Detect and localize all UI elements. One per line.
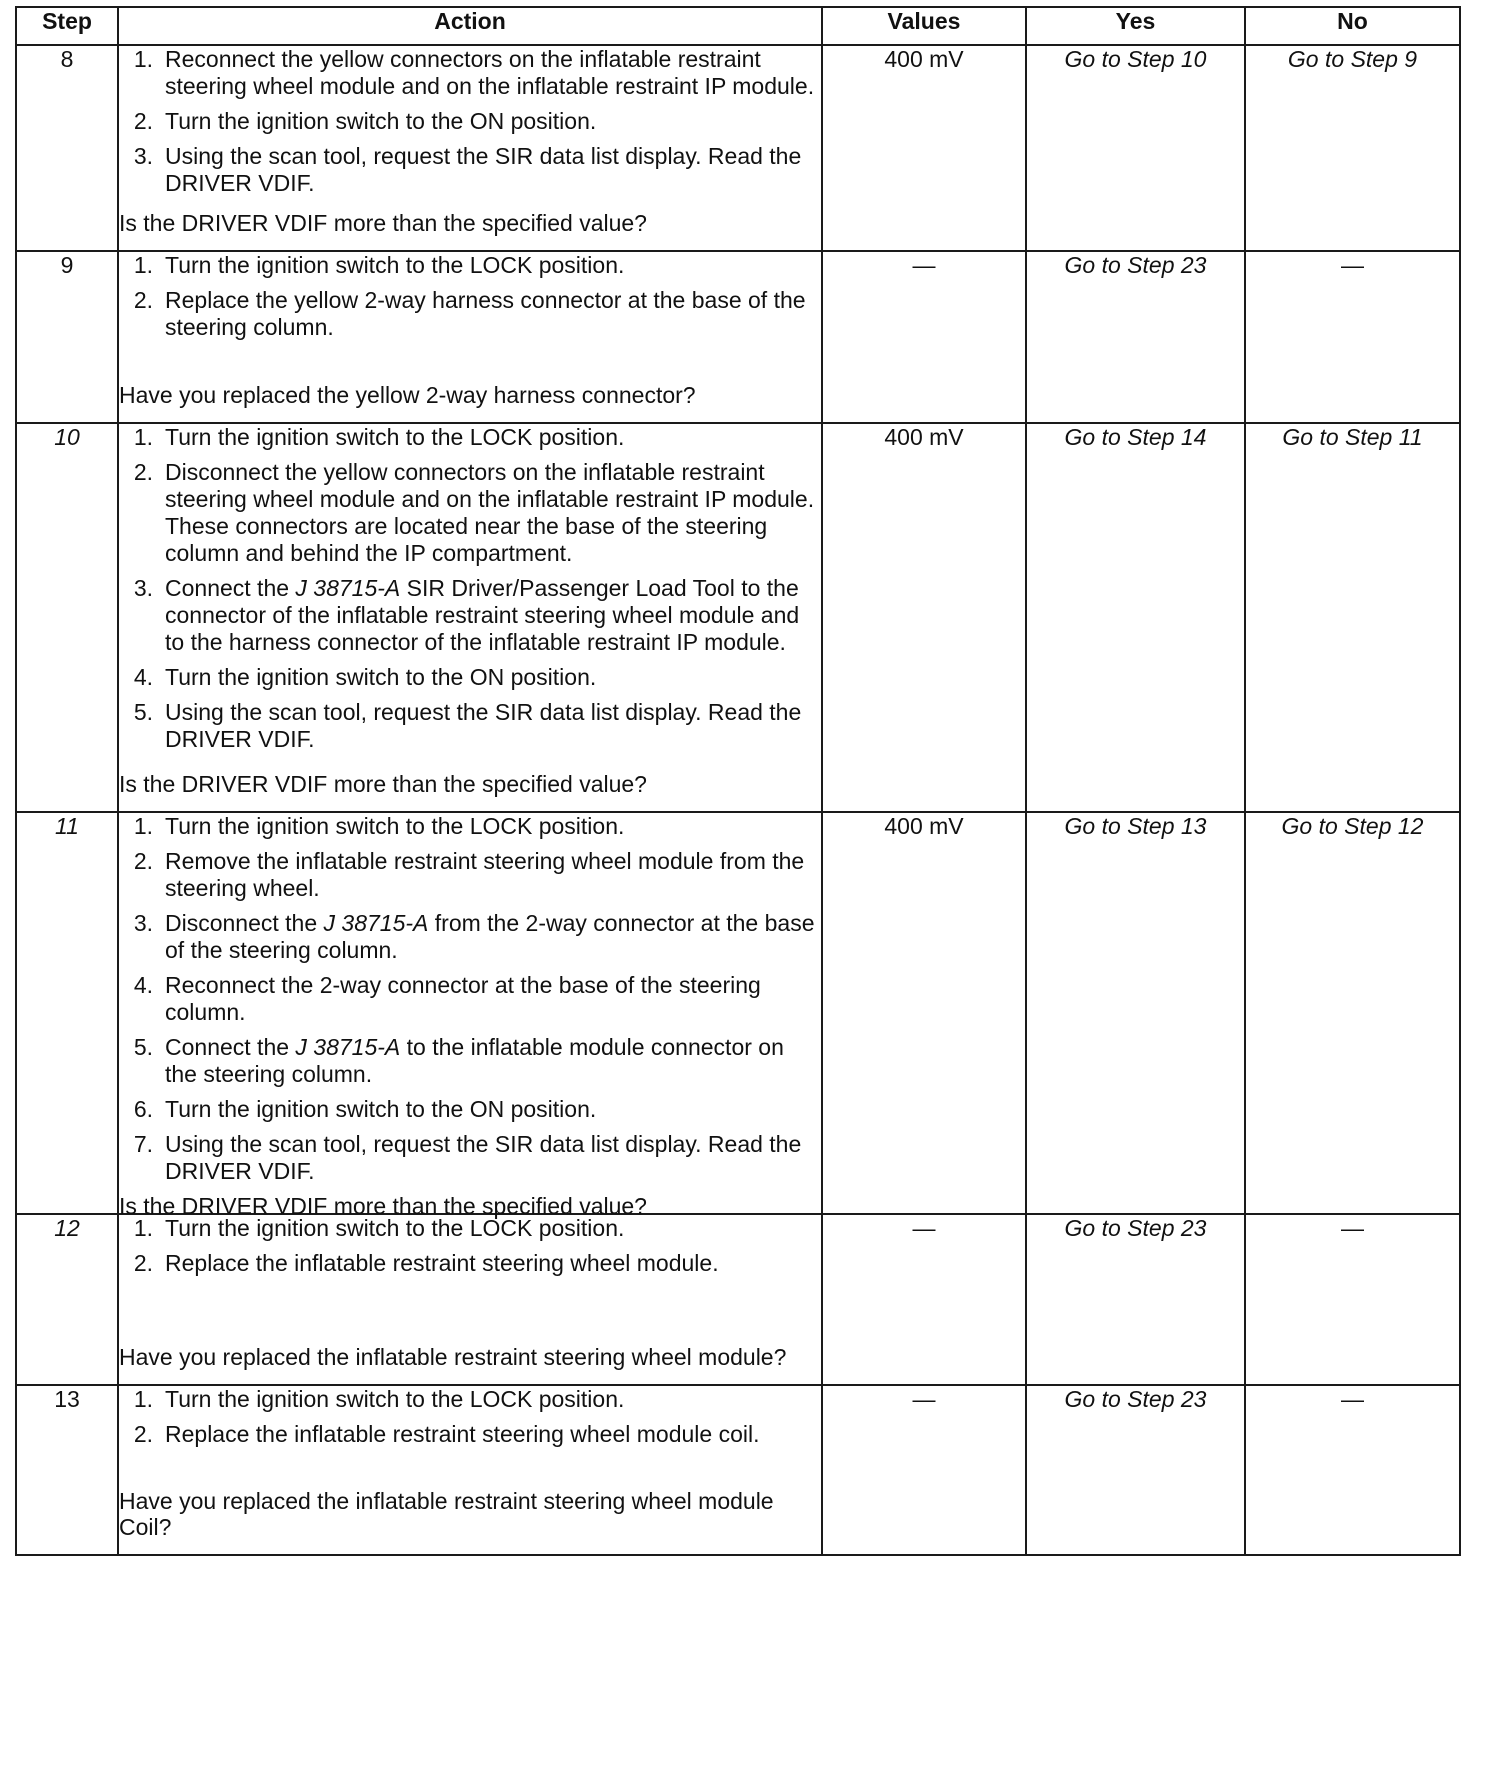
header-yes: Yes <box>1026 7 1245 45</box>
list-item <box>119 1421 821 1448</box>
list-item-text <box>165 575 821 656</box>
header-action: Action <box>118 7 822 45</box>
list-item <box>119 143 821 197</box>
text-segment: Connect the <box>165 1034 296 1060</box>
list-item-text: Replace the inflatable restraint steering wheel module. <box>165 1250 719 1276</box>
yes-result: Go to Step 10 <box>1026 45 1245 251</box>
decision-question: Is the DRIVER VDIF more than the specified value? <box>119 771 647 797</box>
list-item-text: Turn the ignition switch to the LOCK position. <box>165 424 625 450</box>
list-item <box>119 848 821 902</box>
table-row <box>16 812 1460 1214</box>
no-result: — <box>1245 1385 1460 1555</box>
step-number: 10 <box>16 423 118 812</box>
decision-question: Have you replaced the inflatable restraint steering wheel module Coil? <box>119 1488 774 1540</box>
list-item-number: 2. <box>133 1250 153 1276</box>
list-item-number: 5. <box>133 699 153 725</box>
list-item-text: Remove the inflatable restraint steering wheel module from the steering wheel. <box>165 848 805 901</box>
specified-value: 400 mV <box>822 45 1026 251</box>
table-body <box>16 45 1460 1555</box>
specified-value: — <box>822 251 1026 423</box>
list-item-text: Reconnect the 2-way connector at the base of the steering column. <box>165 972 761 1025</box>
list-item-text: Turn the ignition switch to the LOCK position. <box>165 252 625 278</box>
action-steps-list <box>119 46 821 205</box>
list-item-number: 1. <box>133 252 153 278</box>
action-steps-list <box>119 813 821 1193</box>
decision-question: Have you replaced the inflatable restraint steering wheel module? <box>119 1344 787 1370</box>
list-item <box>119 46 821 100</box>
specified-value: — <box>822 1214 1026 1385</box>
list-item-number: 3. <box>133 575 153 601</box>
list-item-text: Turn the ignition switch to the ON position. <box>165 108 597 134</box>
list-item-number: 1. <box>133 424 153 450</box>
tool-reference: J 38715-A <box>295 575 401 601</box>
list-item-number: 2. <box>133 1421 153 1447</box>
yes-result: Go to Step 13 <box>1026 812 1245 1214</box>
list-item <box>119 252 821 279</box>
list-item-number: 3. <box>133 910 153 936</box>
step-number: 8 <box>16 45 118 251</box>
list-item-text: Using the scan tool, request the SIR data list display. Read the DRIVER VDIF. <box>165 699 802 752</box>
specified-value: — <box>822 1385 1026 1555</box>
list-item-number: 2. <box>133 108 153 134</box>
tool-reference: J 38715-A <box>295 1034 401 1060</box>
no-result: Go to Step 12 <box>1245 812 1460 1214</box>
list-item <box>119 424 821 451</box>
diagnostic-procedure-table <box>15 6 1461 1556</box>
list-item-text: Using the scan tool, request the SIR data list display. Read the DRIVER VDIF. <box>165 143 802 196</box>
list-item-text: Disconnect the yellow connectors on the inflatable restraint steering wheel module and on the inflatable restraint IP module. These connectors are located near the base of the steering column and behind the IP compartment. <box>165 459 815 566</box>
list-item <box>119 1250 821 1277</box>
no-result: Go to Step 11 <box>1245 423 1460 812</box>
step-number: 11 <box>16 812 118 1214</box>
action-cell <box>118 812 822 1219</box>
action-cell <box>118 251 822 423</box>
list-item-number: 6. <box>133 1096 153 1122</box>
list-item-text: Turn the ignition switch to the LOCK position. <box>165 1386 625 1412</box>
table-row <box>16 423 1460 812</box>
header-no: No <box>1245 7 1460 45</box>
action-steps-list <box>119 1386 821 1456</box>
specified-value: 400 mV <box>822 812 1026 1214</box>
list-item <box>119 972 821 1026</box>
list-item-number: 2. <box>133 848 153 874</box>
list-item-number: 1. <box>133 1386 153 1412</box>
list-item <box>119 575 821 656</box>
header-step: Step <box>16 7 118 45</box>
list-item-number: 4. <box>133 664 153 690</box>
action-cell <box>118 45 822 251</box>
step-number: 13 <box>16 1385 118 1555</box>
header-row <box>16 7 1460 45</box>
text-segment: SIR Driver/Passenger Load Tool to the connector of the inflatable restraint steering wheel module and to the harness connector of the inflatable restraint IP module. <box>165 575 800 655</box>
action-steps-list <box>119 252 821 349</box>
decision-question: Have you replaced the yellow 2-way harness connector? <box>119 382 696 408</box>
list-item-text <box>165 1034 821 1088</box>
tool-reference: J 38715-A <box>323 910 429 936</box>
action-cell <box>118 1214 822 1385</box>
table-row <box>16 45 1460 251</box>
list-item-number: 1. <box>133 46 153 72</box>
yes-result: Go to Step 23 <box>1026 251 1245 423</box>
list-item-text <box>165 910 821 964</box>
list-item <box>119 108 821 135</box>
text-segment: Disconnect the <box>165 910 324 936</box>
list-item <box>119 1096 821 1123</box>
list-item <box>119 1215 821 1242</box>
step-number: 12 <box>16 1214 118 1385</box>
text-segment: to the inflatable module connector on the steering column. <box>165 1034 784 1087</box>
action-cell <box>118 1385 822 1555</box>
list-item-number: 7. <box>133 1131 153 1157</box>
list-item <box>119 1034 821 1088</box>
list-item <box>119 459 821 567</box>
yes-result: Go to Step 23 <box>1026 1214 1245 1385</box>
list-item <box>119 910 821 964</box>
text-segment: from the 2-way connector at the base of the steering column. <box>165 910 815 963</box>
list-item-text: Turn the ignition switch to the LOCK position. <box>165 813 625 839</box>
decision-question: Is the DRIVER VDIF more than the specified value? <box>119 1193 647 1219</box>
list-item-text: Turn the ignition switch to the LOCK position. <box>165 1215 625 1241</box>
table-row <box>16 1214 1460 1385</box>
list-item <box>119 287 821 341</box>
list-item <box>119 813 821 840</box>
table-row <box>16 1385 1460 1555</box>
list-item-number: 2. <box>133 459 153 485</box>
list-item-number: 2. <box>133 287 153 313</box>
list-item-number: 1. <box>133 813 153 839</box>
list-item-text: Reconnect the yellow connectors on the inflatable restraint steering wheel module and on the inflatable restraint IP module. <box>165 46 815 99</box>
list-item-text: Using the scan tool, request the SIR data list display. Read the DRIVER VDIF. <box>165 1131 802 1184</box>
list-item-number: 4. <box>133 972 153 998</box>
header-values: Values <box>822 7 1026 45</box>
decision-question: Is the DRIVER VDIF more than the specified value? <box>119 210 647 236</box>
list-item <box>119 699 821 753</box>
table-row <box>16 251 1460 423</box>
specified-value: 400 mV <box>822 423 1026 812</box>
list-item-number: 1. <box>133 1215 153 1241</box>
list-item <box>119 1386 821 1413</box>
step-number: 9 <box>16 251 118 423</box>
text-segment: Connect the <box>165 575 296 601</box>
action-cell <box>118 423 822 812</box>
yes-result: Go to Step 23 <box>1026 1385 1245 1555</box>
action-steps-list <box>119 424 821 761</box>
no-result: — <box>1245 1214 1460 1385</box>
action-steps-list <box>119 1215 821 1285</box>
list-item-number: 3. <box>133 143 153 169</box>
yes-result: Go to Step 14 <box>1026 423 1245 812</box>
list-item <box>119 664 821 691</box>
no-result: Go to Step 9 <box>1245 45 1460 251</box>
list-item-text: Turn the ignition switch to the ON position. <box>165 664 597 690</box>
list-item-number: 5. <box>133 1034 153 1060</box>
list-item <box>119 1131 821 1185</box>
list-item-text: Replace the yellow 2-way harness connector at the base of the steering column. <box>165 287 806 340</box>
list-item-text: Replace the inflatable restraint steering wheel module coil. <box>165 1421 760 1447</box>
list-item-text: Turn the ignition switch to the ON position. <box>165 1096 597 1122</box>
no-result: — <box>1245 251 1460 423</box>
